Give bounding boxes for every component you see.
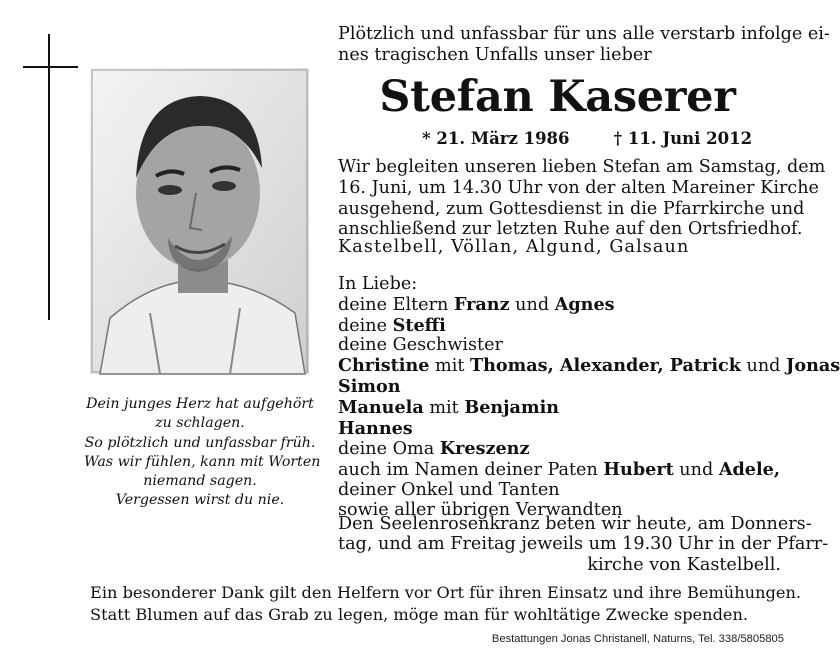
birth-date: * 21. März 1986 — [422, 129, 570, 148]
poem-line: zu schlagen. — [155, 415, 245, 432]
thanks-line: Ein besonderer Dank gilt den Helfern vor Ort für ihren Einsatz und ihre Bemühungen. — [90, 583, 802, 602]
poem — [84, 395, 321, 511]
intro-line: Plötzlich und unfassbar für uns alle verstarb infolge ei- — [338, 24, 830, 44]
funeral-line: ausgehend, zum Gottesdienst in die Pfarrkirche und — [338, 198, 805, 219]
places: Kastelbell, Völlan, Algund, Galsaun — [338, 237, 690, 257]
mourners-list — [338, 275, 840, 521]
life-dates — [422, 129, 752, 148]
death-date: † 11. Juni 2012 — [613, 129, 753, 148]
intro-text — [338, 24, 830, 66]
mourners-line: In Liebe: — [338, 274, 418, 294]
rosary-line: kirche von Kastelbell. — [587, 554, 781, 575]
mourners-line: deine Steffi — [338, 314, 446, 336]
rosary-line: tag, und am Freitag jeweils um 19.30 Uhr in der Pfarr- — [338, 534, 829, 555]
mourners-line: deine Eltern Franz und Agnes — [338, 293, 615, 315]
poem-line: Vergessen wirst du nie. — [115, 492, 285, 509]
mourners-line: deiner Onkel und Tanten — [338, 479, 560, 500]
thanks-text — [90, 582, 801, 626]
poem-line: So plötzlich und unfassbar früh. — [84, 434, 316, 451]
mourners-line: auch im Namen deiner Paten Hubert und Adele, — [338, 459, 780, 481]
mourners-line: sowie aller übrigen Verwandten — [338, 499, 623, 520]
mourners-line: Manuela mit Benjamin — [338, 396, 560, 418]
thanks-line: Statt Blumen auf das Grab zu legen, möge man für wohltätige Zwecke spenden. — [90, 605, 749, 624]
cross-vertical-bar — [48, 34, 50, 320]
poem-line: Dein junges Herz hat aufgehört — [86, 396, 314, 412]
mourners-line: deine Oma Kreszenz — [338, 438, 530, 460]
funeral-details — [338, 157, 826, 240]
rosary-notice — [338, 514, 829, 575]
mourners-line: Simon — [338, 375, 401, 397]
cross-horizontal-bar — [23, 66, 78, 68]
mourners-line: deine Geschwister — [338, 335, 503, 356]
intro-line: nes tragischen Unfalls unser lieber — [338, 45, 652, 65]
rosary-line: Den Seelenrosenkranz beten wir heute, am Donners- — [338, 514, 812, 534]
funeral-line: Wir begleiten unseren lieben Stefan am Samstag, dem — [338, 157, 826, 177]
funeral-line: anschließend zur letzten Ruhe auf den Ortsfriedhof. — [338, 219, 803, 240]
poem-line: niemand sagen. — [143, 473, 257, 490]
poem-line: Was wir fühlen, kann mit Worten — [84, 453, 321, 470]
deceased-name: Stefan Kaserer — [379, 72, 736, 122]
portrait-photo — [90, 68, 309, 374]
mourners-line: Christine mit Thomas, Alexander, Patrick und Jonas — [338, 355, 840, 377]
funeral-line: 16. Juni, um 14.30 Uhr von der alten Mareiner Kirche — [338, 177, 819, 198]
funeral-home-credit: Bestattungen Jonas Christanell, Naturns, Tel. 338/5805805 — [491, 633, 784, 645]
mourners-line: Hannes — [338, 417, 413, 439]
